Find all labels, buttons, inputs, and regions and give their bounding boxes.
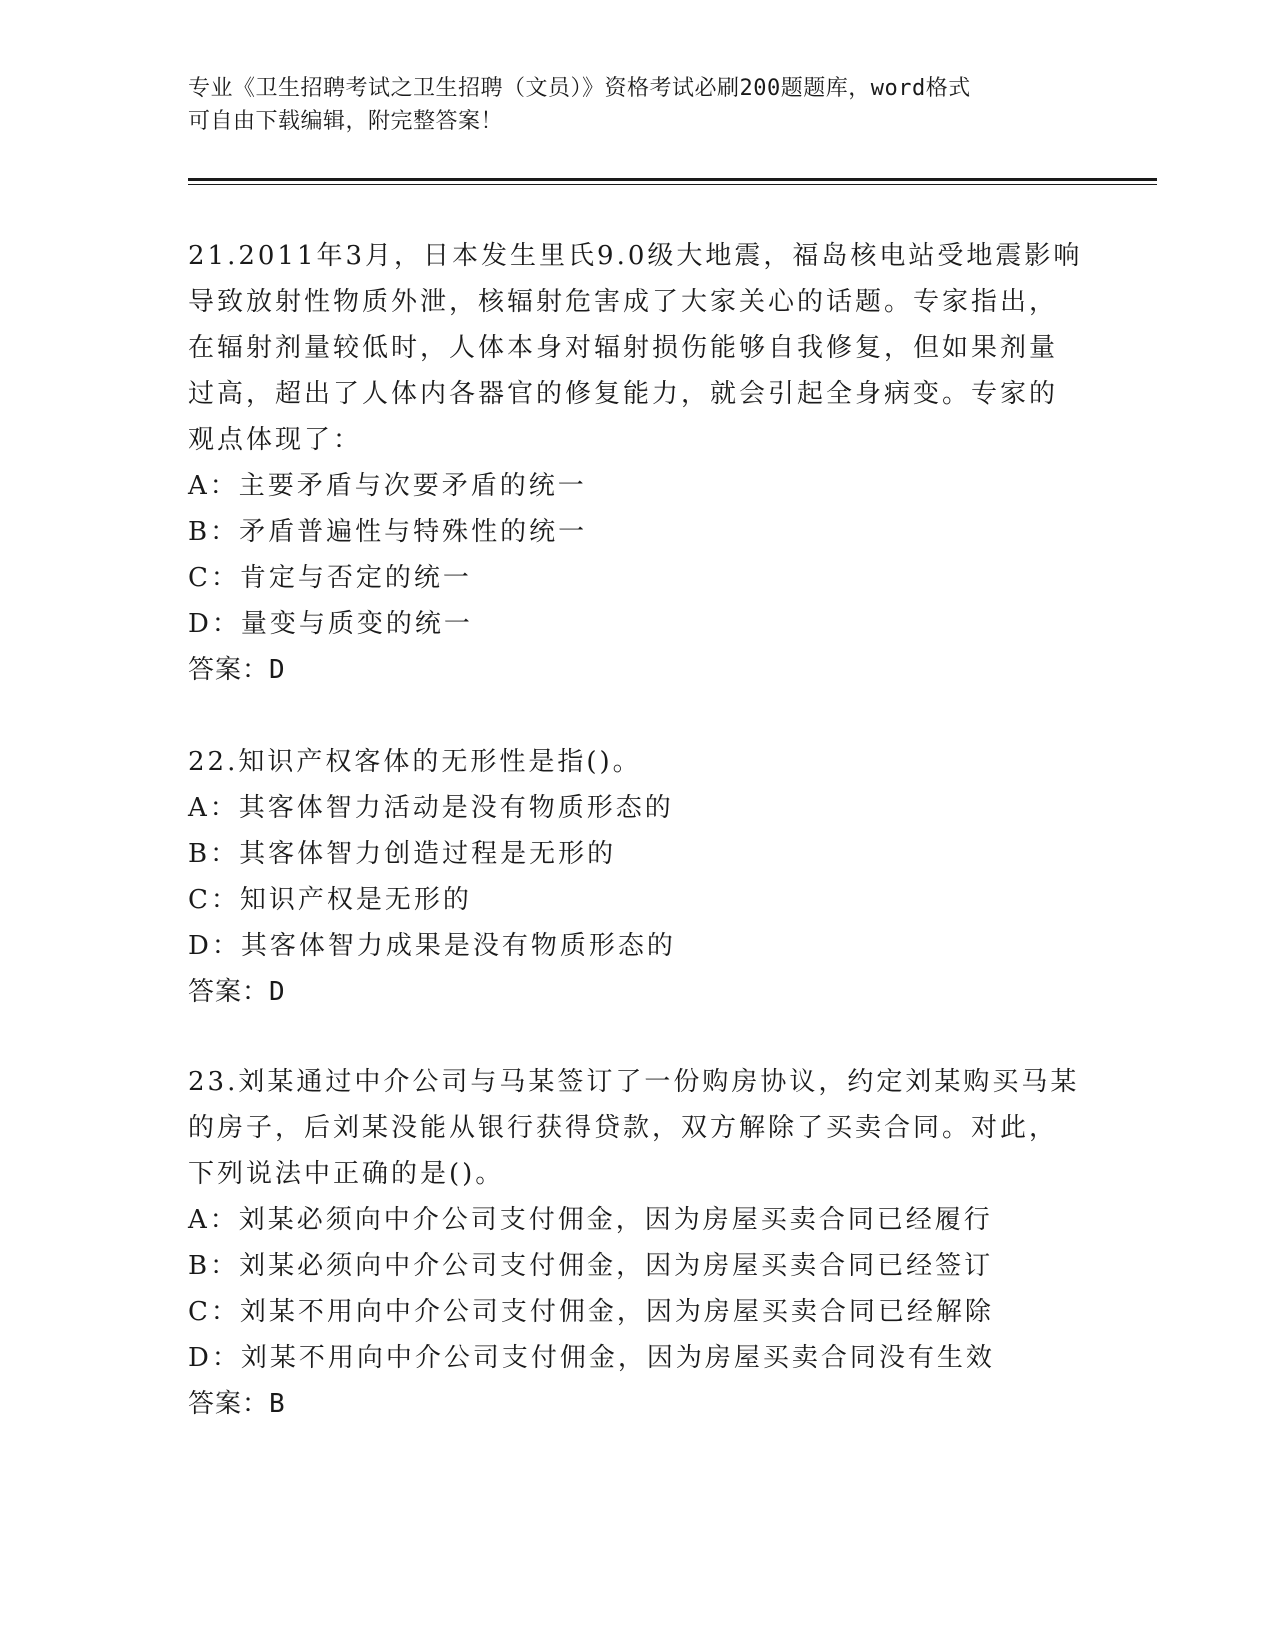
answer: 答案：D [188,655,286,685]
header-divider-thick [188,178,1157,181]
option-b: B：刘某必须向中介公司支付佣金，因为房屋买卖合同已经签订 [188,1251,994,1281]
stem-line: 的房子，后刘某没能从银行获得贷款，双方解除了买卖合同。对此， [188,1113,1059,1143]
option-c: C：刘某不用向中介公司支付佣金，因为房屋买卖合同已经解除 [188,1297,994,1327]
question-23 [188,1059,1088,1427]
question-22 [188,739,1088,1015]
question-stem [188,1059,1088,1197]
option-c: C：肯定与否定的统一 [188,563,472,593]
answer: 答案：D [188,977,286,1007]
stem-line: 21.2011年3月，日本发生里氏9.0级大地震，福岛核电站受地震影响 [188,241,1083,271]
header-divider-thin [188,184,1157,185]
stem-line: 23.刘某通过中介公司与马某签订了一份购房协议，约定刘某购买马某 [188,1067,1080,1097]
header-line-2: 可自由下载编辑，附完整答案！ [188,109,504,134]
stem-line: 下列说法中正确的是()。 [188,1159,505,1189]
stem-line: 导致放射性物质外泄，核辐射危害成了大家关心的话题。专家指出， [188,287,1059,317]
stem-line: 22.知识产权客体的无形性是指()。 [188,747,642,777]
stem-line: 在辐射剂量较低时，人体本身对辐射损伤能够自我修复，但如果剂量 [188,333,1059,363]
option-c: C：知识产权是无形的 [188,885,472,915]
stem-line: 过高，超出了人体内各器官的修复能力，就会引起全身病变。专家的 [188,379,1059,409]
option-b: B：矛盾普遍性与特殊性的统一 [188,517,588,547]
option-a: A：主要矛盾与次要矛盾的统一 [188,471,587,501]
question-21 [188,233,1088,693]
option-d: D：量变与质变的统一 [188,609,473,639]
option-a: A：其客体智力活动是没有物质形态的 [188,793,674,823]
header-line-1: 专业《卫生招聘考试之卫生招聘（文员）》资格考试必刷200题题库，word格式 [188,76,971,101]
question-stem [188,233,1088,463]
option-b: B：其客体智力创造过程是无形的 [188,839,617,869]
option-a: A：刘某必须向中介公司支付佣金，因为房屋买卖合同已经履行 [188,1205,993,1235]
stem-line: 观点体现了： [188,425,363,455]
document-header [188,72,1088,138]
option-d: D：其客体智力成果是没有物质形态的 [188,931,676,961]
answer: 答案：B [188,1389,286,1419]
option-d: D：刘某不用向中介公司支付佣金，因为房屋买卖合同没有生效 [188,1343,995,1373]
question-stem [188,739,1088,785]
